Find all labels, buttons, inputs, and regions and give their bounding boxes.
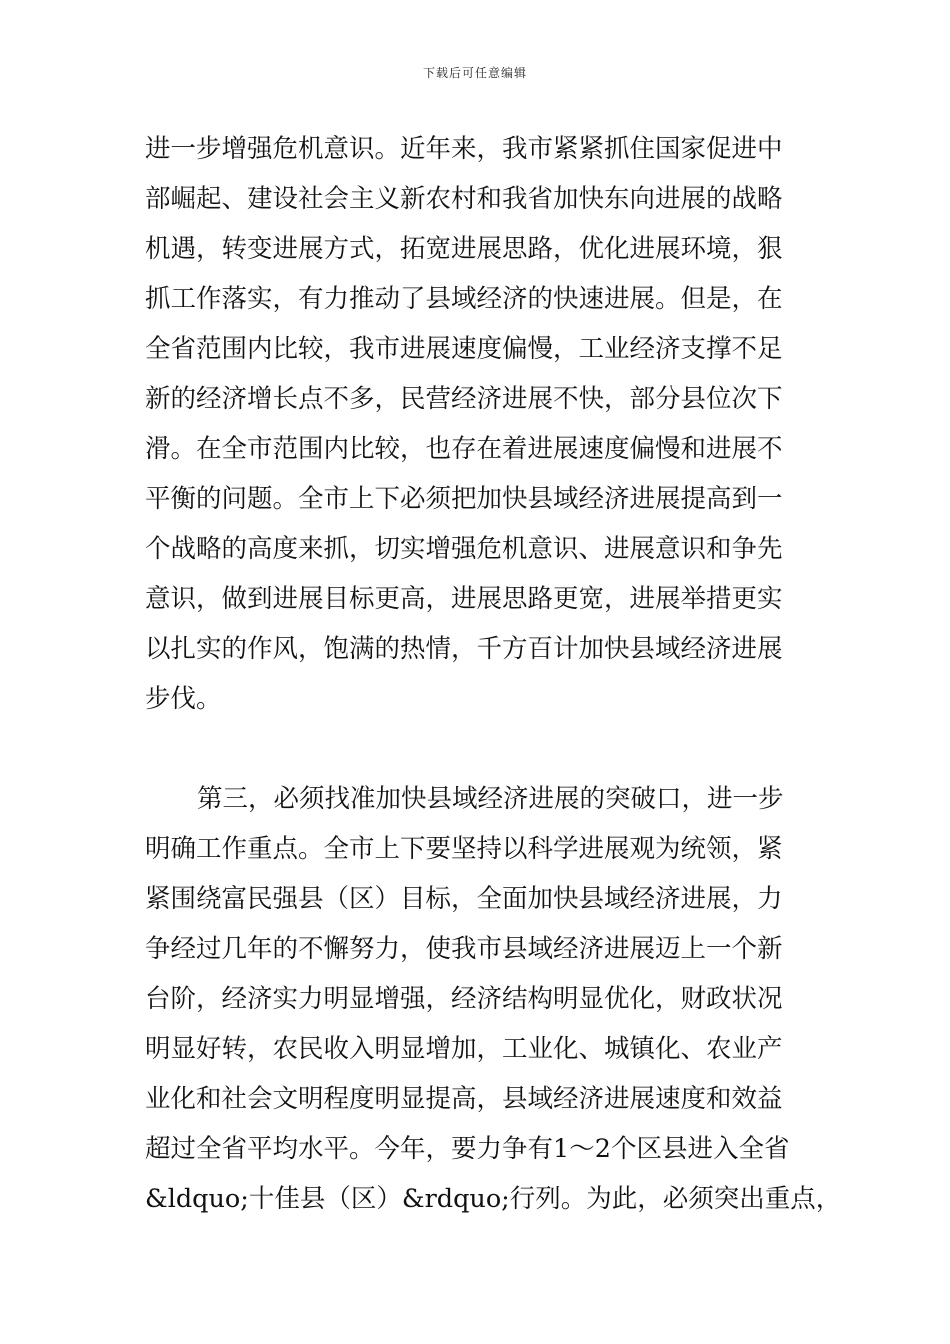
- text-line: 第三，必须找准加快县域经济进展的突破口，进一步: [197, 784, 784, 814]
- text-line: 步伐。: [145, 684, 222, 714]
- text-line: 机遇，转变进展方式，拓宽进展思路，优化进展环境，狠: [145, 234, 783, 264]
- text-line: 全省范围内比较，我市进展速度偏慢，工业经济支撑不足: [145, 334, 783, 364]
- text-line: 明显好转，农民收入明显增加，工业化、城镇化、农业产: [145, 1034, 783, 1064]
- text-line: 新的经济增长点不多，民营经济进展不快，部分县位次下: [145, 384, 783, 414]
- paragraph-1: [145, 124, 810, 724]
- text-line: 平衡的问题。全市上下必须把加快县域经济进展提高到一: [145, 484, 783, 514]
- text-line: 台阶，经济实力明显增强，经济结构明显优化，财政状况: [145, 984, 783, 1014]
- text-line: 超过全省平均水平。今年，要力争有1～2个区县进入全省: [145, 1134, 790, 1164]
- text-line: 个战略的高度来抓，切实增强危机意识、进展意识和争先: [145, 534, 783, 564]
- text-line: 滑。在全市范围内比较，也存在着进展速度偏慢和进展不: [145, 434, 783, 464]
- text-line: 明确工作重点。全市上下要坚持以科学进展观为统领，紧: [145, 834, 783, 864]
- text-line: 抓工作落实，有力推动了县域经济的快速进展。但是，在: [145, 284, 783, 314]
- text-line: 以扎实的作风，饱满的热情，千方百计加快县域经济进展: [145, 634, 783, 664]
- text-line: 进一步增强危机意识。近年来，我市紧紧抓住国家促进中: [145, 134, 783, 164]
- text-line: 争经过几年的不懈努力，使我市县域经济进展迈上一个新: [145, 934, 783, 964]
- text-line: &ldquo;十佳县（区）&rdquo;行列。为此，必须突出重点，: [145, 1184, 842, 1214]
- text-line: 紧围绕富民强县（区）目标，全面加快县域经济进展，力: [145, 884, 783, 914]
- page-header-note: 下载后可任意编辑: [422, 66, 527, 80]
- text-line: 业化和社会文明程度明显提高，县域经济进展速度和效益: [145, 1084, 783, 1114]
- text-line: 意识，做到进展目标更高，进展思路更宽，进展举措更实: [145, 584, 783, 614]
- text-line: 部崛起、建设社会主义新农村和我省加快东向进展的战略: [145, 184, 783, 214]
- paragraph-2: [145, 774, 842, 1224]
